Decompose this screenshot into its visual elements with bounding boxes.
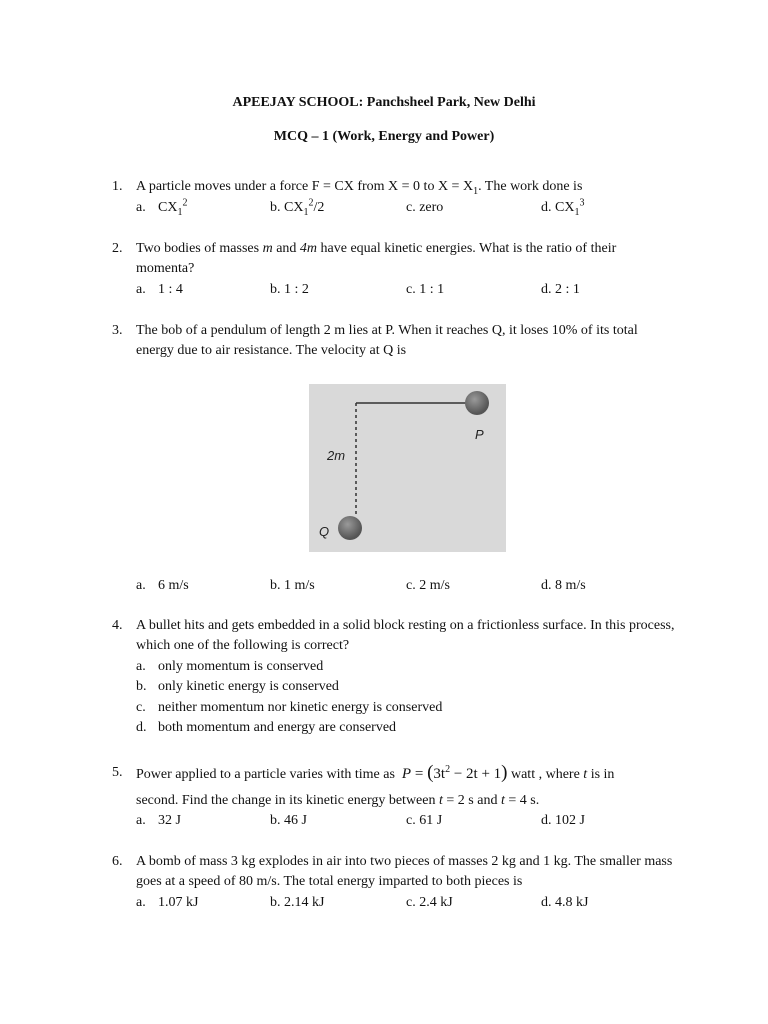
option-a: a. 6 m/s bbox=[136, 578, 189, 593]
option-a: a. 1.07 kJ bbox=[136, 895, 199, 910]
page-title: MCQ – 1 (Work, Energy and Power) bbox=[273, 129, 495, 144]
option-d: d. 102 J bbox=[541, 813, 585, 828]
option-b: b. 46 J bbox=[270, 813, 307, 828]
label-length: 2m bbox=[327, 448, 346, 463]
label-p: P bbox=[475, 427, 484, 442]
question-number: 3. bbox=[112, 323, 123, 338]
option-a: a. 32 J bbox=[136, 813, 181, 828]
bob-q bbox=[338, 516, 362, 540]
question-text: A particle moves under a force F = CX from X = 0 to $X = X_1$. The work done is bbox=[136, 179, 583, 197]
option-c: c. 1 : 1 bbox=[406, 282, 445, 297]
option-c: c. 2 m/s bbox=[406, 578, 450, 593]
bob-p bbox=[465, 391, 489, 415]
question-text-line2: second. Find the change in its kinetic energy between t = 2 s and t = 4 s. bbox=[136, 793, 540, 808]
option-c: c. 2.4 kJ bbox=[406, 895, 453, 910]
option-c: c. neither momentum nor kinetic energy is conserved bbox=[136, 700, 443, 715]
option-b: b. $CX_1^2/2$ bbox=[270, 197, 325, 218]
option-d: d. both momentum and energy are conserved bbox=[136, 720, 397, 735]
option-d: d. 4.8 kJ bbox=[541, 895, 589, 910]
question-text: Two bodies of masses m and 4m have equal kinetic energies. What is the ratio of their momenta? bbox=[136, 241, 617, 276]
question-number: 4. bbox=[112, 618, 123, 633]
option-d: d. $CX_1^3$ bbox=[541, 197, 585, 218]
option-d: d. 8 m/s bbox=[541, 578, 586, 593]
question-number: 5. bbox=[112, 765, 123, 780]
question-number: 1. bbox=[112, 179, 123, 194]
option-d: d. 2 : 1 bbox=[541, 282, 580, 297]
option-b: b. 2.14 kJ bbox=[270, 895, 325, 910]
option-b: b. 1 m/s bbox=[270, 578, 315, 593]
option-c: c. 61 J bbox=[406, 813, 443, 828]
option-b: b. 1 : 2 bbox=[270, 282, 309, 297]
option-a: a. $CX_1^2$ bbox=[136, 197, 188, 218]
question-text: A bomb of mass 3 kg explodes in air into two pieces of masses 2 kg and 1 kg. The smaller mass goes at a speed of 80 m/s. The total energy imparted to both pieces is bbox=[136, 854, 673, 889]
option-c: c. zero bbox=[406, 200, 444, 215]
question-number: 6. bbox=[112, 854, 123, 869]
question-text: A bullet hits and gets embedded in a solid block resting on a frictionless surface. In this process, which one of the following is correct? bbox=[136, 618, 675, 653]
question-text: The bob of a pendulum of length 2 m lies at P. When it reaches Q, it loses 10% of its total energy due to air resistance. The velocity at Q is bbox=[136, 323, 638, 358]
pendulum-figure bbox=[309, 384, 506, 552]
question-text: Power applied to a particle varies with time as $P = (3t^2 - 2t + 1)$ watt , where t is in bbox=[136, 762, 615, 783]
label-q: Q bbox=[319, 524, 330, 539]
option-a: a. 1 : 4 bbox=[136, 282, 183, 297]
option-b: b. only kinetic energy is conserved bbox=[136, 679, 339, 694]
question-number: 2. bbox=[112, 241, 123, 256]
option-a: a. only momentum is conserved bbox=[136, 659, 324, 674]
power-formula: $P = (3t^2 - 2t + 1)$ bbox=[401, 762, 508, 783]
school-heading: APEEJAY SCHOOL: Panchsheel Park, New Delhi bbox=[232, 95, 536, 110]
pendulum-diagram bbox=[309, 384, 506, 552]
